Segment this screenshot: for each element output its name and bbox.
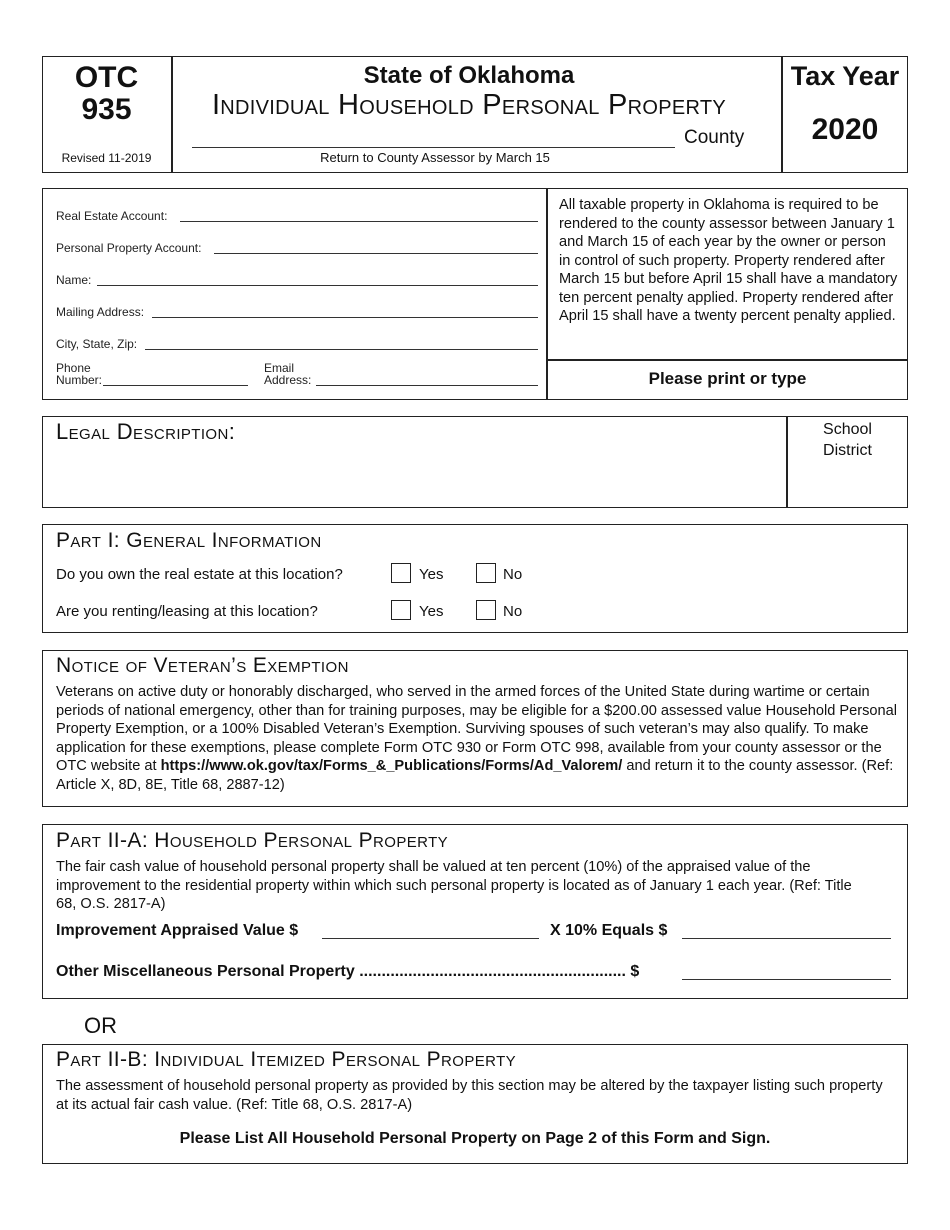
county-line[interactable] (192, 147, 675, 148)
own-no-checkbox[interactable] (476, 563, 496, 583)
form-number: 935 (81, 93, 132, 126)
render-notice-text: All taxable property in Oklahoma is required to be rendered to the county assessor between January 1 and March 15 of each year by the owner or person in control of such property. Property rendered after March 15 but before April 15 shall have a mandatory ten percent penalty applied. Property rendered after April 15 shall have a twenty percent penalty applied. (559, 197, 898, 324)
improvement-value-field[interactable] (322, 938, 539, 939)
phone-label-bottom: Number: (56, 373, 103, 387)
phone-label-top: Phone (56, 361, 91, 375)
own-yes-label: Yes (419, 566, 444, 583)
school-district-field[interactable] (790, 466, 904, 504)
veteran-text (56, 683, 898, 795)
equals-label: X 10% Equals $ (550, 922, 668, 939)
equals-value-field[interactable] (682, 938, 891, 939)
own-real-estate-question: Do you own the real estate at this location? (56, 566, 343, 583)
city-state-zip-field[interactable] (145, 349, 538, 350)
otc-website-link[interactable]: https://www.ok.gov/tax/Forms_&_Publications/Forms/Ad_Valorem/ (160, 758, 623, 775)
veteran-body: Veterans on active duty or honorably discharged, who served in the armed forces of the United State during wartime or certain periods of national emergency, other than for training purposes, may be eligible for a $200.00 assessed value Household Personal Property Exemption, or a 100% Disabled Veteran’s Exemption. Surviving spouses of such veteran’s may also qualify. To make application for these exemptions, please complete Form OTC 930 or Form OTC 998, available from your county assessor or the OTC website at (56, 684, 898, 775)
email-label-bottom: Address: (264, 373, 312, 387)
veteran-heading: Notice of Veteran’s Exemption (56, 654, 349, 677)
part2a-text: The fair cash value of household personal property shall be valued at ten percent (10%) of the appraised value of the improvement to the residential property within which such personal property is located as of January 1 each year. (Ref: Title 68, O.S. 2817-A) (56, 859, 852, 913)
part2b-instruction: Please List All Household Personal Property on Page 2 of this Form and Sign. (179, 1130, 771, 1147)
part2b-heading: Part II-B: Individual Itemized Personal Property (56, 1048, 517, 1071)
renting-no-checkbox[interactable] (476, 600, 496, 620)
mailing-address-label: Mailing Address: (56, 305, 145, 319)
or-label: OR (84, 1013, 117, 1038)
legal-description-field[interactable] (56, 448, 776, 502)
county-label: County (684, 127, 745, 148)
other-misc-label: Other Miscellaneous Personal Property ............................................................ $ (56, 963, 640, 980)
phone-number-field[interactable] (103, 385, 248, 386)
school-district-label-bottom: District (823, 442, 872, 459)
form-code: OTC (74, 61, 139, 94)
own-no-label: No (503, 566, 523, 583)
tax-year-label: Tax Year (790, 61, 900, 91)
city-state-zip-label: City, State, Zip: (56, 337, 138, 351)
legal-description-heading: Legal Description: (56, 419, 236, 444)
form-title: Individual Household Personal Property (211, 89, 727, 121)
name-label: Name: (56, 273, 92, 287)
renting-no-label: No (503, 603, 523, 620)
renting-question: Are you renting/leasing at this location? (56, 603, 318, 620)
revised-date: Revised 11-2019 (61, 151, 152, 165)
renting-yes-checkbox[interactable] (391, 600, 411, 620)
print-divider (546, 359, 908, 361)
part2b-text: The assessment of household personal property as provided by this section may be altered by the taxpayer listing such property at its actual fair cash value. (Ref: Title 68, O.S. 2817-A) (56, 1078, 883, 1113)
email-label-top: Email (264, 361, 295, 375)
return-note: Return to County Assessor by March 15 (320, 150, 550, 165)
improvement-label: Improvement Appraised Value $ (56, 922, 299, 939)
real-estate-account-field[interactable] (180, 221, 538, 222)
mailing-address-field[interactable] (152, 317, 538, 318)
veteran-body-end: and return it to the county assessor. (Ref: Article X, 8D, 8E, Title 68, 2887-12) (56, 758, 894, 793)
name-field[interactable] (97, 285, 538, 286)
other-misc-value-field[interactable] (682, 979, 891, 980)
part2a-heading: Part II-A: Household Personal Property (56, 829, 449, 852)
personal-property-account-label: Personal Property Account: (56, 241, 202, 255)
state-title: State of Oklahoma (363, 62, 575, 89)
email-address-field[interactable] (316, 385, 538, 386)
school-district-label-top: School (823, 421, 872, 438)
tax-year: 2020 (811, 113, 879, 146)
real-estate-account-label: Real Estate Account: (56, 209, 168, 223)
part1-heading: Part I: General Information (56, 529, 322, 552)
print-note: Please print or type (648, 369, 807, 388)
personal-property-account-field[interactable] (214, 253, 538, 254)
own-yes-checkbox[interactable] (391, 563, 411, 583)
renting-yes-label: Yes (419, 603, 444, 620)
